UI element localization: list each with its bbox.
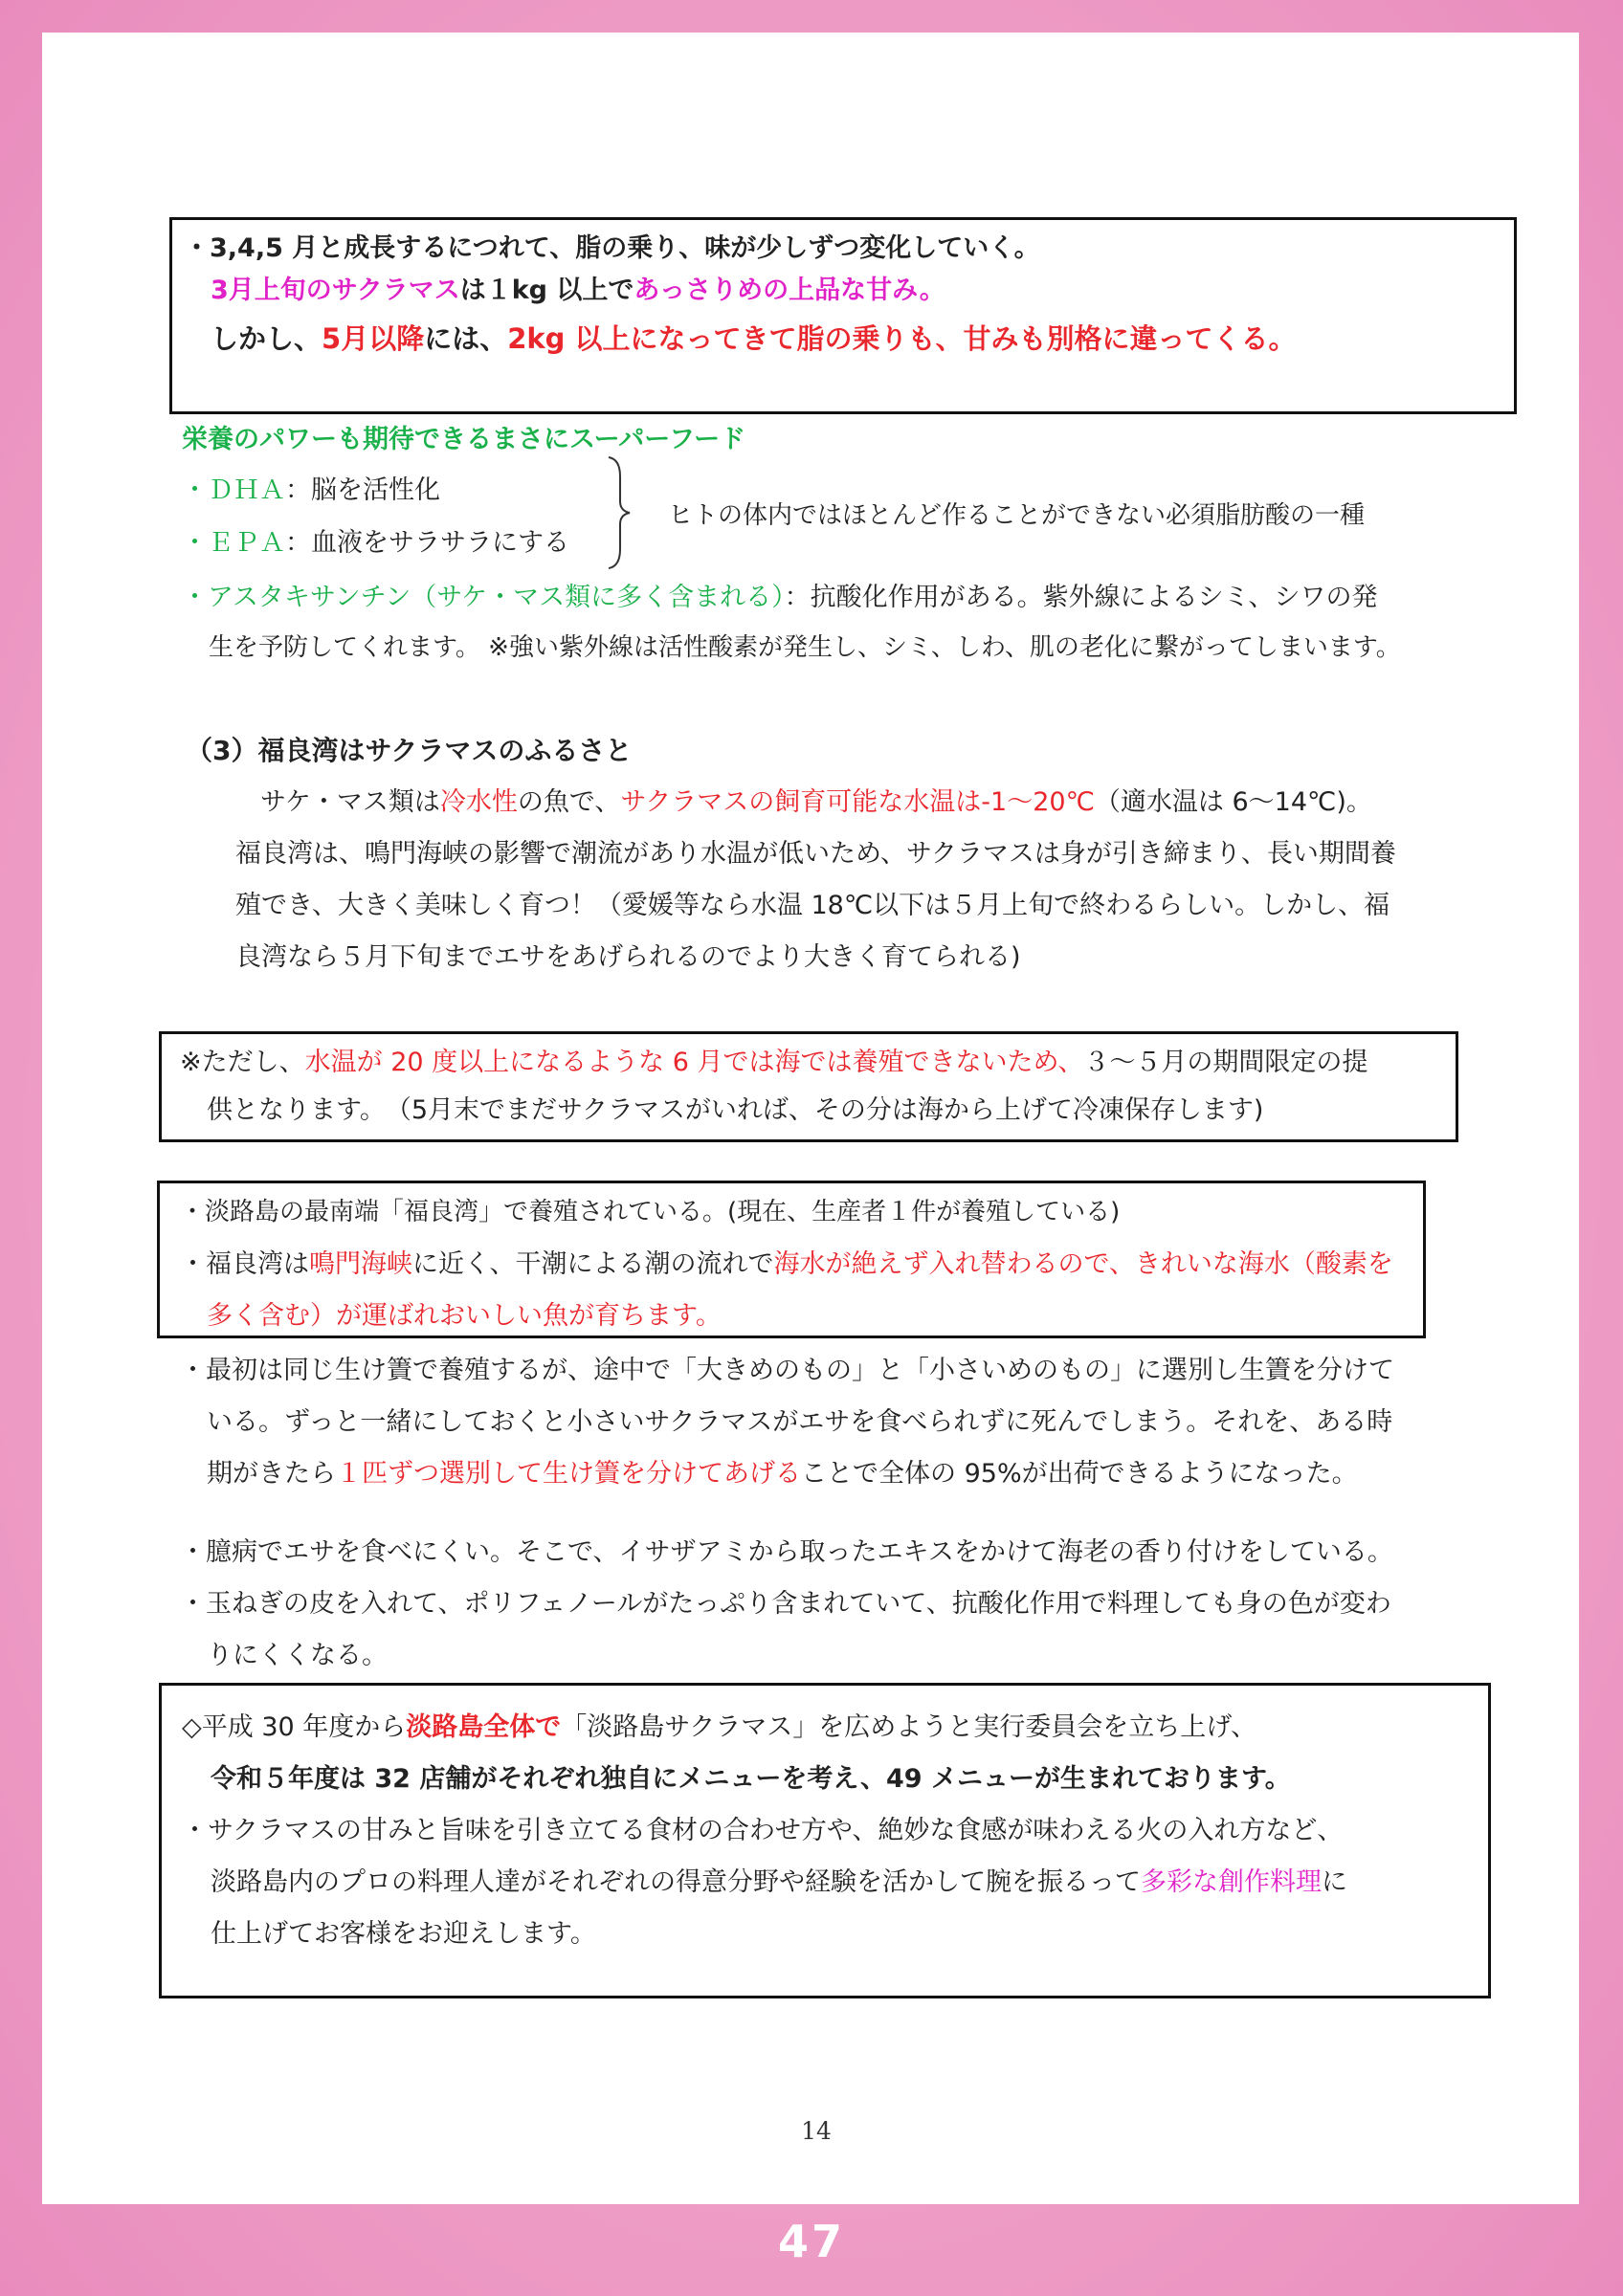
fukura-line-3: 多く含む）が運ばれおいしい魚が育ちます。 bbox=[207, 1301, 722, 1331]
growth-line-2 bbox=[211, 277, 945, 303]
committee-line-2: 令和５年度は 32 店舗がそれぞれ独自にメニューを考え、49 メニューが生まれております。 bbox=[211, 1764, 1291, 1794]
fatty-acid-note: ヒトの体内ではほとんど作ることができない必須脂肪酸の一種 bbox=[668, 501, 1366, 530]
fish-text: の魚で、 bbox=[517, 787, 621, 817]
however-text: しかし、 bbox=[211, 322, 322, 355]
clean-seawater-text: 海水が絶えず入れ替わるので、きれいな海水（酸素を bbox=[773, 1249, 1393, 1279]
document-page bbox=[42, 33, 1579, 2204]
sorting-line-1: ・最初は同じ生け簀で養殖するが、途中で「大きめのもの」と「小さいめのもの」に選別し生簀を分けて bbox=[180, 1356, 1394, 1385]
astaxanthin-desc: ：抗酸化作用がある。紫外線によるシミ、シワの発 bbox=[784, 583, 1378, 612]
section-3-para-line-4: 良湾なら５月下旬までエサをあげられるのでより大きく育てられる) bbox=[235, 942, 1021, 972]
creative-dishes-label: 多彩な創作料理 bbox=[1141, 1867, 1322, 1897]
temperature-range-text: サクラマスの飼育可能な水温は-1～20℃ bbox=[620, 787, 1095, 817]
feeding-line: ・臆病でエサを食べにくい。そこで、イサザアミから取ったエキスをかけて海老の香り付けをしている。 bbox=[180, 1537, 1393, 1567]
epa-line bbox=[182, 530, 569, 556]
dha-line bbox=[182, 477, 440, 503]
period-text: 期がきたら bbox=[207, 1459, 336, 1489]
committee-line-3: ・サクラマスの甘みと旨味を引き立てる食材の合わせ方や、絶妙な食感が味わえる火の入れ方など、 bbox=[182, 1816, 1344, 1845]
optimal-temp-text: （適水温は 6～14℃)。 bbox=[1094, 787, 1372, 817]
sorting-line-2: いる。ずっと一緒にしておくと小さいサクラマスがエサを食べられずに死んでしまう。それを、ある時 bbox=[207, 1407, 1393, 1437]
section-3-para-line-3: 殖でき、大きく美味しく育つ！（愛媛等なら水温 18℃以下は５月上旬で終わるらしい。しかし、福 bbox=[235, 891, 1390, 920]
committee-line-4 bbox=[211, 1869, 1347, 1895]
however-note: ※ただし、 bbox=[180, 1048, 305, 1077]
whole-island-label: 淡路島全体で bbox=[406, 1712, 562, 1742]
particle-ni: に bbox=[1322, 1867, 1347, 1897]
section-3-para-line-1 bbox=[260, 789, 1372, 815]
epa-text: ：血液をサラサラにする bbox=[285, 528, 569, 558]
weight-text: は１kg 以上で bbox=[459, 276, 634, 305]
sorting-highlight: １匹ずつ選別して生け簀を分けてあげる bbox=[336, 1459, 801, 1489]
footer-page-number: 47 bbox=[777, 2216, 845, 2267]
page-number: 14 bbox=[801, 2117, 832, 2145]
chefs-text: 淡路島内のプロの料理人達がそれぞれの得意分野や経験を活かして腕を振るって bbox=[211, 1867, 1141, 1897]
epa-label: ・ＥＰＡ bbox=[182, 528, 285, 558]
season-limit-line-1 bbox=[180, 1049, 1367, 1075]
season-limit-line-2: 供となります。 （5月末でまだサクラマスがいれば、その分は海から上げて冷凍保存します) bbox=[207, 1095, 1264, 1125]
richness-text: 2kg 以上になってきて脂の乗りも、甘みも別格に違ってくる。 bbox=[507, 322, 1297, 355]
bullet-dot: ・ bbox=[182, 583, 208, 612]
may-onward-label: 5月以降 bbox=[322, 322, 425, 355]
salmon-text: サケ・マス類は bbox=[260, 787, 440, 817]
onion-skin-line-2: りにくくなる。 bbox=[207, 1641, 388, 1670]
water-temp-warning: 水温が 20 度以上になるような 6 月では海では養殖できないため、 bbox=[304, 1048, 1084, 1077]
growth-line-3 bbox=[211, 322, 1297, 355]
fukura-line-2 bbox=[180, 1251, 1393, 1277]
tide-text: に近く、干潮による潮の流れで bbox=[412, 1249, 774, 1279]
limited-period-text: ３～５月の期間限定の提 bbox=[1083, 1048, 1368, 1077]
shipping-rate-text: ことで全体の 95%が出荷できるようになった。 bbox=[801, 1459, 1358, 1489]
astaxanthin-line-2: 生を予防してくれます。 ※強い紫外線は活性酸素が発生し、シミ、しわ、肌の老化に繋がってしまいます。 bbox=[209, 633, 1401, 662]
nutrition-heading: 栄養のパワーも期待できるまさにスーパーフード bbox=[182, 425, 746, 454]
onion-skin-line-1: ・玉ねぎの皮を入れて、ポリフェノールがたっぷり含まれていて、抗酸化作用で料理しても身の色が変わ bbox=[180, 1589, 1391, 1619]
section-3-para-line-2: 福良湾は、鳴門海峡の影響で潮流があり水温が低いため、サクラマスは身が引き締まり、長い期間養 bbox=[235, 839, 1396, 869]
particle-text: には、 bbox=[424, 322, 508, 355]
early-march-label: 3月上旬のサクラマス bbox=[211, 276, 460, 305]
committee-line-5: 仕上げてお客様をお迎えします。 bbox=[211, 1919, 596, 1949]
brace-icon bbox=[605, 455, 634, 570]
astaxanthin-line-1 bbox=[182, 585, 1378, 610]
fukura-line-1: ・淡路島の最南端「福良湾」で養殖されている。(現在、生産者１件が養殖している) bbox=[180, 1198, 1121, 1226]
light-sweetness-text: あっさりめの上品な甘み。 bbox=[634, 276, 945, 305]
fukura-bay-text: ・福良湾は bbox=[180, 1249, 309, 1279]
committee-text: 「淡路島サクラマス」を広めようと実行委員会を立ち上げ、 bbox=[561, 1712, 1257, 1742]
astaxanthin-label: アスタキサンチン（サケ・マス類に多く含まれる） bbox=[208, 583, 785, 612]
naruto-strait-label: 鳴門海峡 bbox=[309, 1249, 412, 1279]
committee-line-1 bbox=[182, 1714, 1256, 1740]
sorting-line-3 bbox=[207, 1461, 1358, 1487]
dha-label: ・ＤＨＡ bbox=[182, 475, 285, 505]
dha-text: ：脳を活性化 bbox=[285, 475, 440, 505]
growth-line-1: ・3,4,5 月と成長するにつれて、脂の乗り、味が少しずつ変化していく。 bbox=[184, 233, 1040, 263]
heisei-text: ◇平成 30 年度から bbox=[182, 1712, 407, 1742]
cold-water-label: 冷水性 bbox=[439, 787, 518, 817]
section-3-heading: （3）福良湾はサクラマスのふるさと bbox=[186, 735, 633, 766]
